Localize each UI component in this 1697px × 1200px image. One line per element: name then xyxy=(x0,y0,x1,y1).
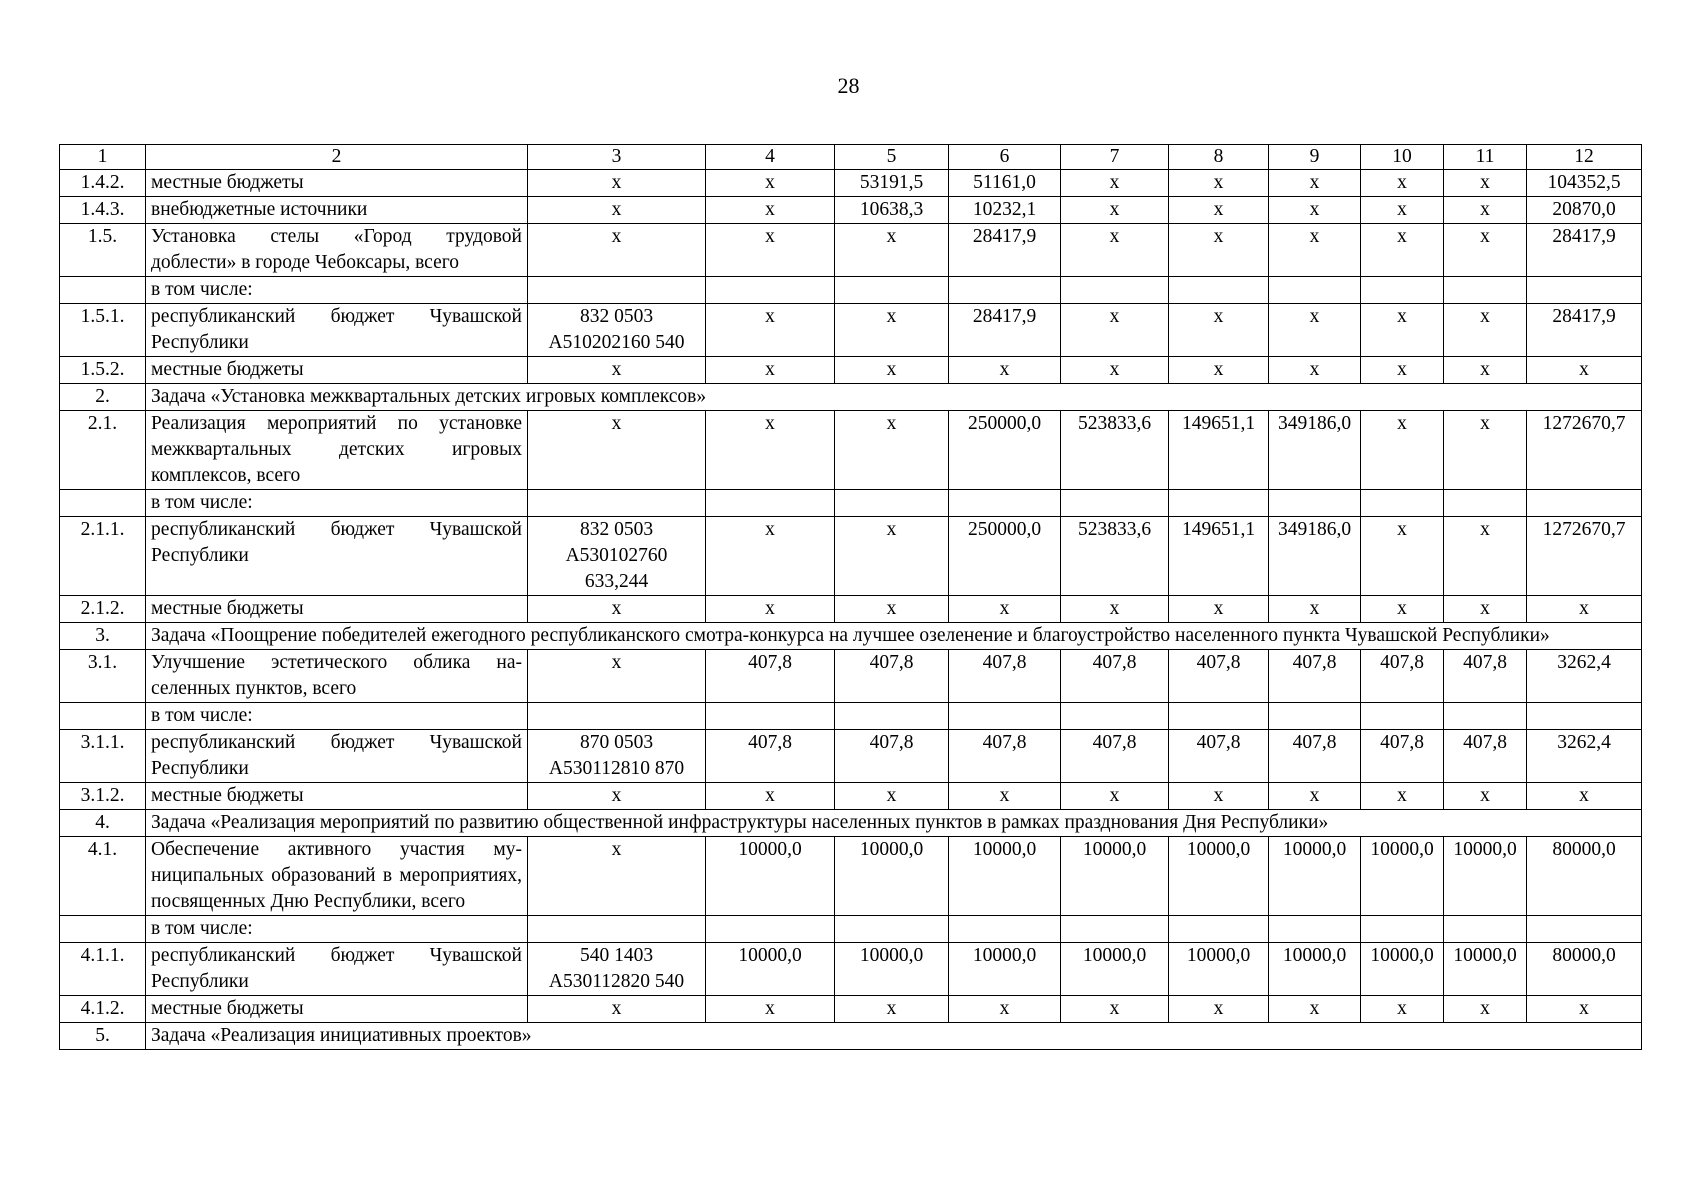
budget-code-cell: х xyxy=(528,596,706,623)
task-row xyxy=(60,1023,1642,1050)
value-cell: х xyxy=(1061,197,1169,224)
task-row xyxy=(60,623,1642,650)
value-cell: 407,8 xyxy=(949,650,1061,703)
budget-code-cell: х xyxy=(528,170,706,197)
row-number-cell: 2.1. xyxy=(60,411,146,490)
value-cell: 10000,0 xyxy=(835,837,949,916)
column-number-cell: 10 xyxy=(1361,145,1444,170)
item-name-cell: Установка стелы «Город трудовой доблести» в городе Чебоксары, всего xyxy=(146,224,528,277)
value-cell: 10638,3 xyxy=(835,197,949,224)
column-number-cell: 8 xyxy=(1169,145,1269,170)
value-cell: 53191,5 xyxy=(835,170,949,197)
column-number-cell: 7 xyxy=(1061,145,1169,170)
table-row xyxy=(60,650,1642,703)
row-number-cell: 4.1.1. xyxy=(60,943,146,996)
value-cell: х xyxy=(706,224,835,277)
task-row xyxy=(60,810,1642,837)
item-name-cell: Реализация мероприятий по установке межквартальных детских игровых комплексов, всего xyxy=(146,411,528,490)
budget-code-cell xyxy=(528,916,706,943)
value-cell: 28417,9 xyxy=(1527,304,1642,357)
value-cell: 10000,0 xyxy=(1169,837,1269,916)
value-cell: х xyxy=(949,596,1061,623)
budget-code-cell: 832 0503 А530102760 633,244 xyxy=(528,517,706,596)
value-cell: х xyxy=(1061,224,1169,277)
value-cell: х xyxy=(1169,304,1269,357)
item-name-cell: республиканский бюджет Чувашской Республики xyxy=(146,304,528,357)
column-number-cell: 3 xyxy=(528,145,706,170)
value-cell: 250000,0 xyxy=(949,517,1061,596)
value-cell xyxy=(1169,916,1269,943)
value-cell: 10000,0 xyxy=(1444,943,1527,996)
budget-code-cell: х xyxy=(528,650,706,703)
value-cell xyxy=(1061,703,1169,730)
table-row xyxy=(60,277,1642,304)
budget-code-cell: х xyxy=(528,411,706,490)
value-cell: х xyxy=(1444,996,1527,1023)
task-title-cell: Задача «Установка межквартальных детских игровых комплексов» xyxy=(146,384,1642,411)
value-cell: х xyxy=(1269,357,1361,384)
value-cell: 10000,0 xyxy=(949,837,1061,916)
row-number-cell xyxy=(60,490,146,517)
row-number-cell: 4.1.2. xyxy=(60,996,146,1023)
item-name-cell: местные бюджеты xyxy=(146,596,528,623)
table-row xyxy=(60,837,1642,916)
value-cell: х xyxy=(706,996,835,1023)
value-cell xyxy=(949,703,1061,730)
value-cell: 349186,0 xyxy=(1269,517,1361,596)
row-number-cell: 1.5.2. xyxy=(60,357,146,384)
value-cell: х xyxy=(706,170,835,197)
row-number-cell: 1.4.2. xyxy=(60,170,146,197)
value-cell: 407,8 xyxy=(1361,730,1444,783)
value-cell: х xyxy=(1269,170,1361,197)
task-title-cell: Задача «Реализация инициативных проектов» xyxy=(146,1023,1642,1050)
value-cell: х xyxy=(1444,517,1527,596)
value-cell xyxy=(1444,916,1527,943)
value-cell: х xyxy=(1169,224,1269,277)
value-cell xyxy=(1169,490,1269,517)
column-number-cell: 9 xyxy=(1269,145,1361,170)
value-cell: 104352,5 xyxy=(1527,170,1642,197)
table-row xyxy=(60,197,1642,224)
value-cell: х xyxy=(1269,996,1361,1023)
value-cell xyxy=(1527,916,1642,943)
value-cell: 10000,0 xyxy=(1361,837,1444,916)
value-cell: 407,8 xyxy=(1061,650,1169,703)
budget-code-cell: х xyxy=(528,197,706,224)
task-title-cell: Задача «Поощрение победителей ежегодного республиканского смотра-конкурса на лучшее озеленение и благоустройство населенного пункта Чувашской Республики» xyxy=(146,623,1642,650)
value-cell: 10000,0 xyxy=(1169,943,1269,996)
budget-code-cell: х xyxy=(528,357,706,384)
table-row xyxy=(60,943,1642,996)
value-cell: х xyxy=(706,411,835,490)
table-row xyxy=(60,357,1642,384)
task-row xyxy=(60,384,1642,411)
value-cell: х xyxy=(1527,783,1642,810)
row-number-cell xyxy=(60,277,146,304)
value-cell: х xyxy=(1169,197,1269,224)
value-cell: х xyxy=(949,783,1061,810)
value-cell: х xyxy=(1269,224,1361,277)
budget-code-cell: 540 1403 А530112820 540 xyxy=(528,943,706,996)
value-cell: 149651,1 xyxy=(1169,411,1269,490)
value-cell xyxy=(1444,490,1527,517)
value-cell xyxy=(1361,916,1444,943)
value-cell: 149651,1 xyxy=(1169,517,1269,596)
value-cell: х xyxy=(1444,224,1527,277)
item-name-cell: в том числе: xyxy=(146,490,528,517)
value-cell: х xyxy=(1361,596,1444,623)
value-cell xyxy=(1527,703,1642,730)
value-cell xyxy=(1061,916,1169,943)
column-number-cell: 11 xyxy=(1444,145,1527,170)
item-name-cell: Улучшение эстетического облика населенных пунктов, всего xyxy=(146,650,528,703)
column-number-cell: 1 xyxy=(60,145,146,170)
task-title-cell: Задача «Реализация мероприятий по развитию общественной инфраструктуры населенных пунктов в рамках празднования Дня Республики» xyxy=(146,810,1642,837)
value-cell: 407,8 xyxy=(1169,730,1269,783)
value-cell xyxy=(1361,277,1444,304)
item-name-cell: республиканский бюджет Чувашской Республики xyxy=(146,517,528,596)
value-cell: х xyxy=(706,357,835,384)
budget-code-cell xyxy=(528,703,706,730)
value-cell: х xyxy=(835,224,949,277)
value-cell: х xyxy=(835,996,949,1023)
value-cell: х xyxy=(949,357,1061,384)
value-cell: 407,8 xyxy=(706,730,835,783)
value-cell: х xyxy=(1169,357,1269,384)
table-row xyxy=(60,730,1642,783)
table-row xyxy=(60,517,1642,596)
value-cell: 3262,4 xyxy=(1527,650,1642,703)
value-cell: х xyxy=(835,304,949,357)
value-cell: х xyxy=(1361,357,1444,384)
value-cell: 51161,0 xyxy=(949,170,1061,197)
page-number: 28 xyxy=(837,73,860,98)
column-number-cell: 4 xyxy=(706,145,835,170)
value-cell xyxy=(1269,277,1361,304)
value-cell xyxy=(1061,277,1169,304)
item-name-cell: республиканский бюджет Чувашской Республики xyxy=(146,943,528,996)
row-number-cell: 4. xyxy=(60,810,146,837)
row-number-cell: 3.1.2. xyxy=(60,783,146,810)
value-cell: 407,8 xyxy=(1444,650,1527,703)
value-cell: х xyxy=(1361,996,1444,1023)
value-cell: х xyxy=(949,996,1061,1023)
row-number-cell: 2.1.1. xyxy=(60,517,146,596)
value-cell: х xyxy=(706,517,835,596)
value-cell: 28417,9 xyxy=(949,304,1061,357)
value-cell xyxy=(706,277,835,304)
value-cell xyxy=(1527,490,1642,517)
item-name-cell: местные бюджеты xyxy=(146,357,528,384)
budget-code-cell: х xyxy=(528,996,706,1023)
table-row xyxy=(60,304,1642,357)
value-cell: х xyxy=(1527,996,1642,1023)
value-cell: х xyxy=(1269,596,1361,623)
value-cell: х xyxy=(1444,783,1527,810)
value-cell: х xyxy=(1169,996,1269,1023)
value-cell xyxy=(706,490,835,517)
value-cell: 10000,0 xyxy=(1361,943,1444,996)
value-cell: х xyxy=(1061,596,1169,623)
table-row xyxy=(60,170,1642,197)
table-body xyxy=(60,145,1642,1050)
value-cell: 10000,0 xyxy=(1444,837,1527,916)
item-name-cell: в том числе: xyxy=(146,916,528,943)
value-cell: х xyxy=(1527,357,1642,384)
value-cell: 20870,0 xyxy=(1527,197,1642,224)
budget-code-cell: 832 0503 А510202160 540 xyxy=(528,304,706,357)
value-cell: 407,8 xyxy=(1361,650,1444,703)
value-cell: х xyxy=(1361,517,1444,596)
value-cell: 3262,4 xyxy=(1527,730,1642,783)
budget-code-cell xyxy=(528,277,706,304)
budget-code-cell xyxy=(528,490,706,517)
value-cell: 407,8 xyxy=(835,730,949,783)
value-cell: х xyxy=(1269,783,1361,810)
table-row xyxy=(60,916,1642,943)
value-cell: х xyxy=(1169,170,1269,197)
value-cell: 28417,9 xyxy=(1527,224,1642,277)
value-cell: х xyxy=(1269,304,1361,357)
value-cell: х xyxy=(835,517,949,596)
value-cell: 1272670,7 xyxy=(1527,411,1642,490)
value-cell xyxy=(1361,703,1444,730)
column-number-cell: 12 xyxy=(1527,145,1642,170)
value-cell: 523833,6 xyxy=(1061,411,1169,490)
value-cell xyxy=(949,277,1061,304)
value-cell: 407,8 xyxy=(1269,730,1361,783)
value-cell: х xyxy=(706,596,835,623)
value-cell xyxy=(1444,277,1527,304)
value-cell: х xyxy=(835,357,949,384)
value-cell: х xyxy=(1061,304,1169,357)
value-cell: х xyxy=(1361,411,1444,490)
row-number-cell: 4.1. xyxy=(60,837,146,916)
row-number-cell xyxy=(60,916,146,943)
value-cell: 407,8 xyxy=(1169,650,1269,703)
value-cell: 10000,0 xyxy=(1061,837,1169,916)
value-cell: 407,8 xyxy=(949,730,1061,783)
value-cell: х xyxy=(1361,224,1444,277)
value-cell xyxy=(706,916,835,943)
value-cell: 407,8 xyxy=(835,650,949,703)
row-number-cell xyxy=(60,703,146,730)
item-name-cell: внебюджетные источники xyxy=(146,197,528,224)
item-name-cell: в том числе: xyxy=(146,277,528,304)
value-cell: х xyxy=(1361,304,1444,357)
row-number-cell: 1.4.3. xyxy=(60,197,146,224)
value-cell: х xyxy=(706,197,835,224)
value-cell: 407,8 xyxy=(706,650,835,703)
item-name-cell: в том числе: xyxy=(146,703,528,730)
value-cell: 10000,0 xyxy=(1269,837,1361,916)
value-cell: 1272670,7 xyxy=(1527,517,1642,596)
value-cell: х xyxy=(1527,596,1642,623)
column-number-row xyxy=(60,145,1642,170)
row-number-cell: 1.5.1. xyxy=(60,304,146,357)
table-row xyxy=(60,703,1642,730)
value-cell: х xyxy=(835,411,949,490)
value-cell: 10000,0 xyxy=(949,943,1061,996)
value-cell: х xyxy=(1361,197,1444,224)
value-cell xyxy=(1061,490,1169,517)
value-cell xyxy=(835,277,949,304)
value-cell xyxy=(1527,277,1642,304)
table-row xyxy=(60,783,1642,810)
row-number-cell: 3. xyxy=(60,623,146,650)
value-cell: 407,8 xyxy=(1061,730,1169,783)
value-cell: 10000,0 xyxy=(1269,943,1361,996)
item-name-cell: республиканский бюджет Чувашской Республики xyxy=(146,730,528,783)
value-cell: х xyxy=(706,783,835,810)
budget-code-cell: х xyxy=(528,224,706,277)
value-cell: 10000,0 xyxy=(835,943,949,996)
item-name-cell: местные бюджеты xyxy=(146,170,528,197)
value-cell xyxy=(949,916,1061,943)
item-name-cell: Обеспечение активного участия муниципальных образований в мероприятиях, посвященных Дню Республики, всего xyxy=(146,837,528,916)
value-cell: х xyxy=(1061,996,1169,1023)
value-cell: х xyxy=(1361,783,1444,810)
item-name-cell: местные бюджеты xyxy=(146,783,528,810)
value-cell: х xyxy=(1444,411,1527,490)
value-cell xyxy=(1269,703,1361,730)
column-number-cell: 6 xyxy=(949,145,1061,170)
value-cell xyxy=(835,490,949,517)
column-number-cell: 2 xyxy=(146,145,528,170)
value-cell xyxy=(1169,703,1269,730)
value-cell xyxy=(1269,490,1361,517)
value-cell: х xyxy=(1444,197,1527,224)
value-cell: х xyxy=(835,783,949,810)
value-cell: х xyxy=(1444,596,1527,623)
value-cell xyxy=(1361,490,1444,517)
item-name-cell: местные бюджеты xyxy=(146,996,528,1023)
row-number-cell: 5. xyxy=(60,1023,146,1050)
value-cell: 28417,9 xyxy=(949,224,1061,277)
table-row xyxy=(60,224,1642,277)
table-row xyxy=(60,596,1642,623)
value-cell: 80000,0 xyxy=(1527,943,1642,996)
table-row xyxy=(60,490,1642,517)
value-cell xyxy=(1169,277,1269,304)
value-cell: х xyxy=(1444,170,1527,197)
value-cell xyxy=(949,490,1061,517)
value-cell: х xyxy=(1169,783,1269,810)
budget-table xyxy=(59,144,1642,1050)
value-cell: 523833,6 xyxy=(1061,517,1169,596)
value-cell: х xyxy=(1061,783,1169,810)
table-row xyxy=(60,411,1642,490)
value-cell: 349186,0 xyxy=(1269,411,1361,490)
value-cell xyxy=(706,703,835,730)
value-cell: х xyxy=(1444,357,1527,384)
value-cell xyxy=(1444,703,1527,730)
column-number-cell: 5 xyxy=(835,145,949,170)
value-cell: х xyxy=(1361,170,1444,197)
value-cell: 250000,0 xyxy=(949,411,1061,490)
value-cell: 80000,0 xyxy=(1527,837,1642,916)
table-row xyxy=(60,996,1642,1023)
row-number-cell: 1.5. xyxy=(60,224,146,277)
value-cell: х xyxy=(1269,197,1361,224)
value-cell: х xyxy=(1061,170,1169,197)
value-cell: х xyxy=(1169,596,1269,623)
value-cell: х xyxy=(835,596,949,623)
value-cell: 10000,0 xyxy=(1061,943,1169,996)
value-cell: 10000,0 xyxy=(706,837,835,916)
budget-code-cell: х xyxy=(528,837,706,916)
value-cell: 407,8 xyxy=(1444,730,1527,783)
value-cell: 10000,0 xyxy=(706,943,835,996)
row-number-cell: 3.1. xyxy=(60,650,146,703)
row-number-cell: 3.1.1. xyxy=(60,730,146,783)
row-number-cell: 2.1.2. xyxy=(60,596,146,623)
value-cell: х xyxy=(706,304,835,357)
value-cell xyxy=(835,916,949,943)
value-cell: х xyxy=(1444,304,1527,357)
budget-code-cell: х xyxy=(528,783,706,810)
row-number-cell: 2. xyxy=(60,384,146,411)
budget-code-cell: 870 0503 А530112810 870 xyxy=(528,730,706,783)
value-cell: 10232,1 xyxy=(949,197,1061,224)
value-cell: 407,8 xyxy=(1269,650,1361,703)
value-cell xyxy=(835,703,949,730)
value-cell xyxy=(1269,916,1361,943)
value-cell: х xyxy=(1061,357,1169,384)
